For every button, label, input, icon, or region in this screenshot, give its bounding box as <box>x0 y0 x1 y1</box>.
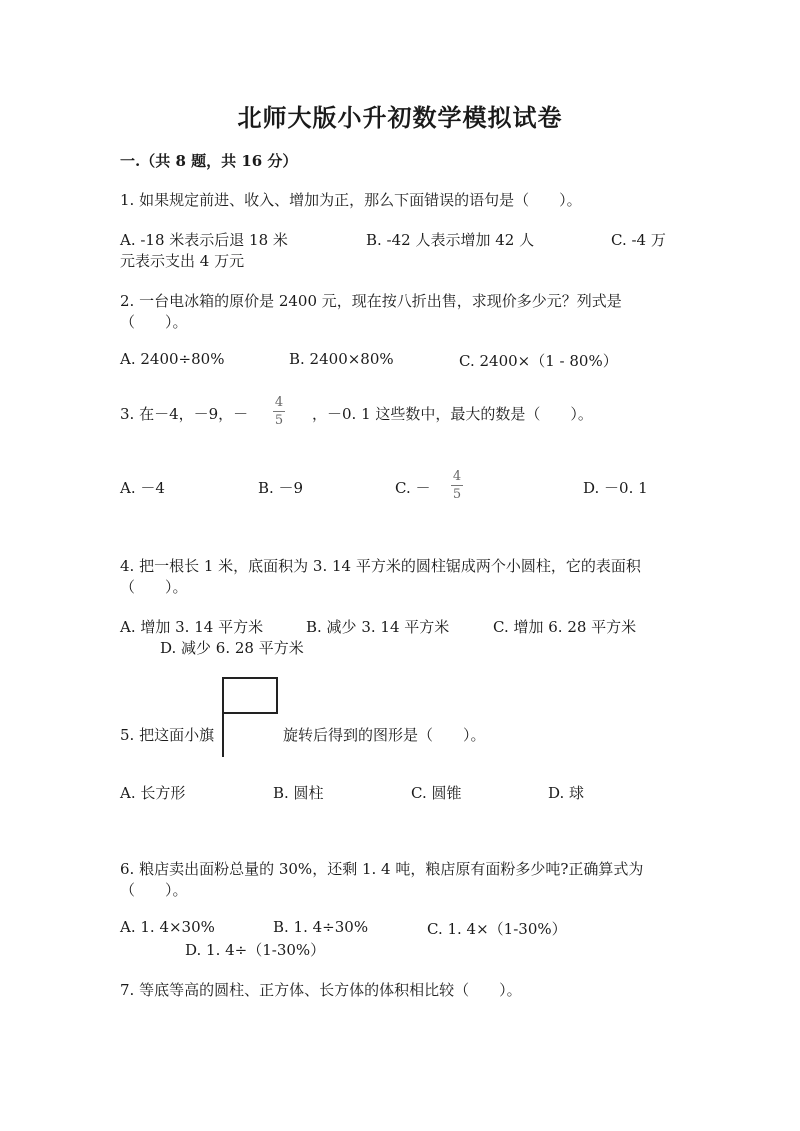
question-1-option-c-cont: 元表示支出 4 万元 <box>120 252 245 270</box>
question-2-option-c: C. 2400×（1 - 80%） <box>459 352 618 370</box>
question-5-option-c: C. 圆锥 <box>411 784 462 802</box>
question-5-stem-end: 旋转后得到的图形是（ ）。 <box>283 726 486 744</box>
flag-cloth <box>223 678 277 713</box>
question-1-option-c: C. -4 万 <box>611 231 666 249</box>
flag-figure <box>218 677 282 759</box>
question-3-option-c-fraction <box>451 470 463 501</box>
question-3-fraction <box>273 396 285 427</box>
question-5-stem-start: 5. 把这面小旗 <box>120 726 215 744</box>
question-2-option-b: B. 2400×80% <box>289 350 394 368</box>
question-2-stem-line-1: 2. 一台电冰箱的原价是 2400 元，现在按八折出售，求现价多少元？列式是 <box>120 292 622 310</box>
question-4-option-a: A. 增加 3. 14 平方米 <box>120 618 264 636</box>
fraction-denominator: 5 <box>274 413 284 428</box>
question-2-stem-line-2: （ ）。 <box>120 313 188 331</box>
question-6-option-b: B. 1. 4÷30% <box>273 918 369 936</box>
question-3-option-d: D. －0. 1 <box>583 479 648 497</box>
question-3-option-c: C. － <box>395 479 431 497</box>
question-3-option-b: B. －9 <box>258 479 304 497</box>
question-1-option-b: B. -42 人表示增加 42 人 <box>366 231 535 249</box>
question-5-option-d: D. 球 <box>548 784 585 802</box>
question-5-option-b: B. 圆柱 <box>273 784 324 802</box>
page-title: 北师大版小升初数学模拟试卷 <box>237 103 563 132</box>
question-3-stem-start: 3. 在－4，－9，－ <box>120 405 249 423</box>
question-1-stem: 1. 如果规定前进、收入、增加为正，那么下面错误的语句是（ ）。 <box>120 191 582 209</box>
question-4-stem-line-1: 4. 把一根长 1 米，底面积为 3. 14 平方米的圆柱锯成两个小圆柱，它的表面积 <box>120 557 641 575</box>
section-heading: 一.（共 8 题，共 16 分） <box>120 152 298 170</box>
question-6-stem-line-2: （ ）。 <box>120 881 188 899</box>
question-3-stem-end: ，－0. 1 这些数中，最大的数是（ ）。 <box>312 405 593 423</box>
fraction-numerator: 4 <box>452 469 462 484</box>
fraction-denominator: 5 <box>452 487 462 502</box>
question-2-option-a: A. 2400÷80% <box>120 350 225 368</box>
fraction-numerator: 4 <box>274 395 284 410</box>
question-3-option-a: A. －4 <box>120 479 165 497</box>
question-4-option-b: B. 减少 3. 14 平方米 <box>306 618 450 636</box>
question-6-option-d: D. 1. 4÷（1-30%） <box>185 941 326 959</box>
question-4-option-c: C. 增加 6. 28 平方米 <box>493 618 637 636</box>
question-7-stem: 7. 等底等高的圆柱、正方体、长方体的体积相比较（ ）。 <box>120 981 522 999</box>
question-4-stem-line-2: （ ）。 <box>120 578 188 596</box>
question-5-option-a: A. 长方形 <box>120 784 186 802</box>
question-6-option-c: C. 1. 4×（1-30%） <box>427 920 567 938</box>
question-6-stem-line-1: 6. 粮店卖出面粉总量的 30%，还剩 1. 4 吨，粮店原有面粉多少吨?正确算式为 <box>120 860 644 878</box>
question-1-option-a: A. -18 米表示后退 18 米 <box>120 231 288 249</box>
question-6-option-a: A. 1. 4×30% <box>120 918 215 936</box>
question-4-option-d: D. 减少 6. 28 平方米 <box>160 639 304 657</box>
